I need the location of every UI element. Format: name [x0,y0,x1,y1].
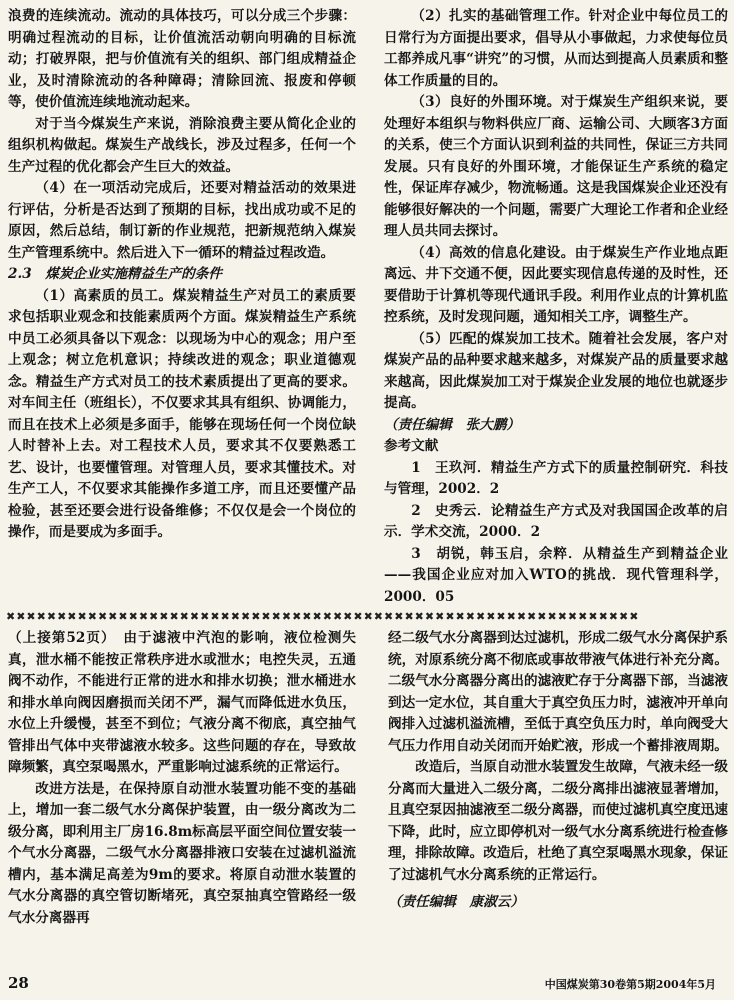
reference-item: 3 胡锐，韩玉启，余粹．从精益生产到精益企业——我国企业应对加入WTO的挑战．现代管理科学，2000．05 [384,545,728,605]
reference-item: 2 史秀云．论精益生产方式及对我国国企改革的启示．学术交流，2000．2 [384,502,728,540]
paragraph: （上接第52页） 由于滤液中汽泡的影响，液位检测失真，泄水桶不能按正常秩序进水或泄水；电控失灵，五通阀不动作，不能进行正常的进水和排水切换；泄水桶进水和排水单向阀因磨损而关闭不严，漏气而降低进水负压，水位上升缓慢，甚至不到位；气液分离不彻底，真空抽气管排出气体中夹带滤液水较多。这些问题的存在，导致故障频繁，真空泵喝黑水，严重影响过滤系统的正常运行。 [8,630,356,775]
paragraph: （5）匹配的煤炭加工技术。随着社会发展，客户对煤炭产品的品种要求越来越多，对煤炭产品的质量要求越来越高，因此煤炭加工对于煤炭企业发展的地位也就逐步提高。 [384,330,728,411]
reference-item: 1 王玖河．精益生产方式下的质量控制研究．科技与管理，2002．2 [384,459,728,497]
decorative-divider: ✖✖✖✖✖✖✖✖✖✖✖✖✖✖✖✖✖✖✖✖✖✖✖✖✖✖✖✖✖✖✖✖✖✖✖✖✖✖✖✖✖✖✖✖✖✖✖✖✖✖✖✖✖✖✖✖✖✖✖✖✖✖ [6,610,640,623]
paragraph: 经二级气水分离器到达过滤机，形成二级气水分离保护系统，对原系统分离不彻底或事故带液气体进行补充分离。二级气水分离器分离出的滤液贮存于分离器下部，当滤液到达一定水位，其自重大于真空负压力时，滤液冲开单向阀排入过滤机溢流槽，至低于真空负压力时，单向阀受大气压力作用自动关闭而开始贮液，形成一个蓄排液周期。 [388,630,728,754]
journal-footer: 中国煤炭第30卷第5期2004年5月 [544,978,716,991]
bottom-left-column [8,628,356,972]
paragraph: 浪费的连续流动。流动的具体技巧，可以分成三个步骤：明确过程流动的目标，让价值流活动朝向明确的目标流动；打破界限，把与价值流有关的组织、部门组成精益企业，及时清除流动的各种障碍；清除回流、报废和停顿等，使价值流连续地流动起来。 [8,8,356,110]
references-title: 参考文献 [384,438,439,454]
section-heading: 2.3 煤炭企业实施精益生产的条件 [8,266,222,282]
top-right-column [384,6,728,610]
top-left-column [8,6,356,606]
paragraph: 改进方法是，在保持原自动泄水装置功能不变的基础上，增加一套二级气水分离保护装置，由一级分离改为二级分离，即利用主厂房16.8m标高层平面空间位置安装一个气水分离器，二级气水分离器排液口安装在过滤机溢流槽内，基本满足高差为9m的要求。将原自动泄水装置的气水分离器的真空管切断堵死，真空泵抽真空管路经一级气水分离器再 [8,780,356,926]
paragraph: （1）高素质的员工。煤炭精益生产对员工的素质要求包括职业观念和技能素质两个方面。煤炭精益生产系统中员工必须具备以下观念：以现场为中心的观念；用户至上观念；树立危机意识；持续改进的观念；职业道德观念。精益生产方式对员工的技术素质提出了更高的要求。对车间主任（班组长），不仅要求其具有组织、协调能力，而且在技术上必须是多面手，能够在现场任何一个岗位缺人时替补上去。对工程技术人员，要求其不仅要熟悉工艺、设计，也要懂管理。对管理人员，要求其懂技术。对生产工人，不仅要求其能操作多道工序，而且还要懂产品检验，甚至还要会进行设备维修；不仅仅是会一个岗位的操作，而是要成为多面手。 [8,287,356,540]
paragraph: （3）良好的外围环境。对于煤炭生产组织来说，要处理好本组织与物料供应厂商、运输公司、大顾客3方面的关系，使三个方面认识到利益的共同性，保证三方共同发展。只有良好的外围环境，才能保证生产系统的稳定性，保证库存减少，物流畅通。这是我国煤炭企业还没有能够很好解决的一个问题，需要广大理论工作者和企业经理人员共同去探讨。 [384,94,728,239]
paragraph: （2）扎实的基础管理工作。针对企业中每位员工的日常行为方面提出要求，倡导从小事做起，力求使每位员工都养成凡事“讲究”的习惯，从而达到提高人员素质和整体工作质量的目的。 [384,8,728,89]
bottom-right-column [388,628,728,972]
paragraph: （4）高效的信息化建设。由于煤炭生产作业地点距离远、井下交通不便，因此要实现信息传递的及时性，还要借助于计算机等现代通讯手段。利用作业点的计算机监控系统，及时发现问题，通知相关工序，调整生产。 [384,244,728,325]
editor-credit: （责任编辑 张大鹏） [384,416,520,433]
paragraph: （4）在一项活动完成后，还要对精益活动的效果进行评估，分析是否达到了预期的目标，找出成功或不足的原因，然后总结，制订新的作业规范，把新规范纳入煤炭生产管理系统中。然后进入下一循环的精益过程改造。 [8,180,356,261]
page-number: 28 [8,974,29,992]
paragraph: 改造后，当原自动泄水装置发生故障，气液未经一级分离而大量进入二级分离，二级分离排出滤液显著增加，且真空泵因抽滤液至二级分离器，而使过滤机真空度迅速下降，此时，应立即停机对一级气水分离系统进行检查修理，排除故障。改造后，杜绝了真空泵喝黑水现象，保证了过滤机气水分离系统的正常运行。 [388,759,728,883]
paragraph: 对于当今煤炭生产来说，消除浪费主要从简化企业的组织机构做起。煤炭生产战线长，涉及过程多，任何一个生产过程的优化都会产生巨大的效益。 [8,115,356,175]
editor-credit: （责任编辑 康淑云） [388,894,524,910]
